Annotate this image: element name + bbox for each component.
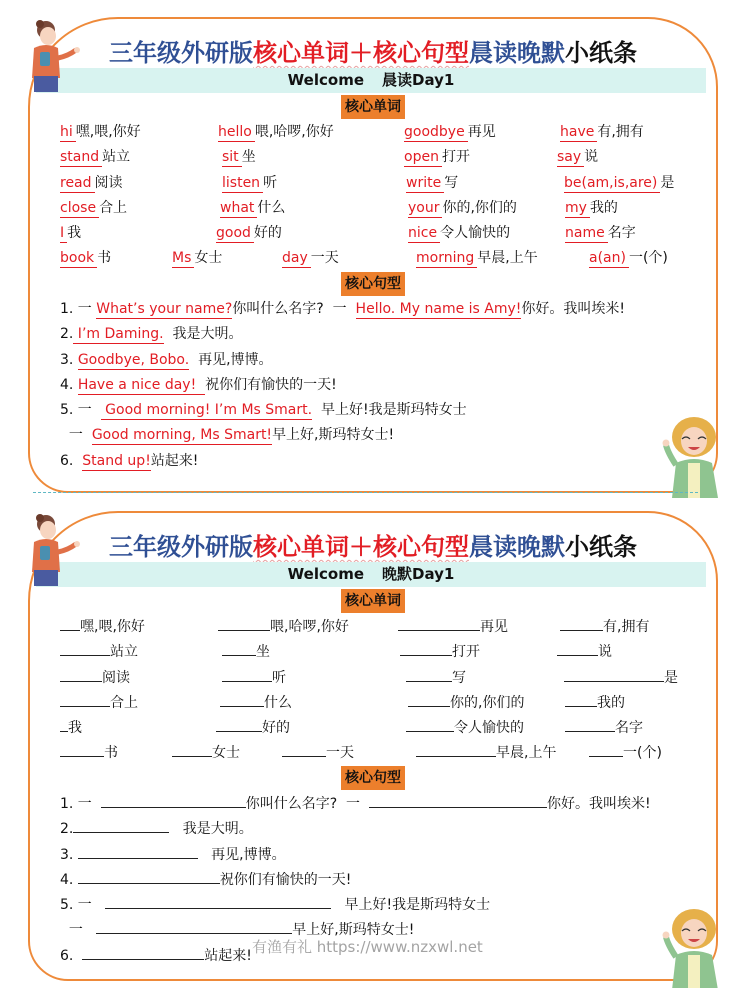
vocab-item xyxy=(564,172,674,194)
vocab-item xyxy=(60,716,82,739)
sentence-number: 6. xyxy=(60,947,83,964)
vocab-item xyxy=(60,121,141,143)
vocab-blank[interactable] xyxy=(564,666,664,682)
sentence-row xyxy=(60,399,706,424)
vocab-meaning: 有,拥有 xyxy=(603,619,650,635)
sentence-chinese: 你叫什么名字? 一 xyxy=(245,796,369,812)
sentence-english: Good morning! I’m Ms Smart. xyxy=(100,402,313,419)
vocab-blank[interactable] xyxy=(60,741,104,757)
sentence-chinese: 早上好!我是斯玛特女士 xyxy=(312,402,467,419)
vocab-meaning: 合上 xyxy=(99,199,128,216)
vocab-blank[interactable] xyxy=(400,640,452,656)
vocab-item xyxy=(408,222,510,244)
vocab-item xyxy=(408,691,524,714)
vocab-item xyxy=(404,121,496,143)
watermark: 有渔有礼 https://www.nzxwl.net xyxy=(252,938,483,956)
sentence-number: 一 xyxy=(60,922,97,939)
vocab-item xyxy=(222,666,286,689)
vocab-item xyxy=(216,716,290,739)
vocab-meaning: 什么 xyxy=(264,694,292,711)
vocab-blank[interactable] xyxy=(60,666,102,682)
vocab-item xyxy=(565,222,636,244)
vocab-blank[interactable] xyxy=(220,691,264,707)
sentence-chinese: 早上好,斯玛特女士! xyxy=(272,427,395,444)
vocab-item xyxy=(222,172,277,194)
teacher-illustration-icon xyxy=(22,20,82,92)
vocab-blank[interactable] xyxy=(60,716,68,732)
vocab-word: hello xyxy=(218,123,255,142)
vocab-item xyxy=(60,640,138,663)
vocab-item xyxy=(60,615,145,638)
vocab-item xyxy=(565,197,618,219)
welcome-band xyxy=(36,562,706,587)
vocab-blank[interactable] xyxy=(216,716,262,732)
vocab-item xyxy=(60,741,118,764)
vocab-meaning: 打开 xyxy=(452,644,480,661)
vocab-row xyxy=(60,197,706,222)
vocab-meaning: 早晨,上午 xyxy=(477,250,538,267)
vocab-word: day xyxy=(282,249,311,268)
vocab-item xyxy=(400,640,480,663)
vocab-item xyxy=(282,741,354,764)
vocab-item xyxy=(565,691,625,714)
vocab-word: book xyxy=(60,249,97,268)
vocab-row xyxy=(60,640,706,665)
vocab-item xyxy=(60,691,138,714)
title-slip: 小纸条 xyxy=(565,39,637,67)
vocab-item xyxy=(60,172,123,194)
vocab-blank[interactable] xyxy=(172,741,212,757)
vocab-word: morning xyxy=(416,249,477,268)
sentence-row xyxy=(60,817,706,842)
sentence-chinese: 早上好!我是斯玛特女士 xyxy=(331,897,491,914)
vocab-meaning: 令人愉快的 xyxy=(454,720,524,737)
title-core: 核心单词＋核心句型 xyxy=(253,39,469,67)
vocab-meaning: 书 xyxy=(97,250,112,267)
vocab-list xyxy=(60,121,706,273)
vocab-word: read xyxy=(60,174,95,193)
vocab-meaning: 打开 xyxy=(441,149,470,166)
sentence-row xyxy=(60,374,706,399)
vocab-section-label: 核心单词 xyxy=(341,95,405,119)
vocab-item xyxy=(398,615,508,638)
vocab-word: write xyxy=(406,174,444,193)
vocab-item xyxy=(218,121,334,143)
session-label: 晨读Day1 xyxy=(382,71,455,89)
vocab-word: I xyxy=(60,224,67,243)
vocab-meaning: 听 xyxy=(263,174,278,191)
vocab-meaning: 写 xyxy=(444,174,459,191)
vocab-meaning: 你的,你们的 xyxy=(450,694,525,711)
sentence-chinese: 祝你们有愉快的一天! xyxy=(219,871,352,888)
vocab-word: my xyxy=(565,199,590,218)
vocab-meaning: 嘿,喂,你好 xyxy=(75,124,141,140)
vocab-meaning: 名字 xyxy=(615,720,643,737)
vocab-word: hi xyxy=(60,123,76,142)
vocab-item xyxy=(560,121,644,143)
vocab-item xyxy=(416,741,556,764)
sentence-english: Have a nice day! xyxy=(77,376,206,393)
vocab-item xyxy=(60,146,130,168)
vocab-word: have xyxy=(560,123,597,142)
cut-line-divider xyxy=(33,492,698,493)
vocab-item xyxy=(560,615,649,638)
sentence-number: 6. xyxy=(60,452,83,469)
session-label: 晚默Day1 xyxy=(382,565,455,583)
vocab-word: Ms xyxy=(172,249,194,268)
vocab-meaning: 早晨,上午 xyxy=(496,745,557,762)
sentence-chinese: 祝你们有愉快的一天! xyxy=(205,376,337,393)
vocab-row xyxy=(60,741,706,766)
card-title xyxy=(30,527,716,562)
teacher-illustration-icon xyxy=(22,514,82,586)
vocab-blank[interactable] xyxy=(406,666,452,682)
vocab-meaning: 什么 xyxy=(257,199,286,216)
vocab-meaning: 我 xyxy=(68,720,82,737)
student-illustration-icon xyxy=(662,413,724,498)
vocab-word: be(am,is,are) xyxy=(564,174,660,193)
vocab-blank[interactable] xyxy=(60,615,80,631)
sentence-blank[interactable] xyxy=(82,944,204,960)
sentence-blank[interactable] xyxy=(105,893,331,909)
sentence-chinese: 站起来! xyxy=(150,452,199,469)
sentence-chinese: 我是大明。 xyxy=(163,326,243,343)
sentence-english: Good morning, Ms Smart! xyxy=(91,427,273,444)
vocab-word: goodbye xyxy=(404,123,468,142)
vocab-item xyxy=(172,247,222,269)
vocab-word: good xyxy=(216,224,254,243)
vocab-meaning: 好的 xyxy=(262,720,290,737)
vocab-meaning: 站立 xyxy=(102,149,131,166)
sentence-english: Goodbye, Bobo. xyxy=(77,351,190,368)
vocab-item xyxy=(222,146,256,168)
sentence-number: 4. xyxy=(60,376,78,393)
vocab-blank[interactable] xyxy=(218,615,270,631)
vocab-row xyxy=(60,121,706,146)
vocab-meaning: 是 xyxy=(664,669,678,686)
sentence-chinese: 早上好,斯玛特女士! xyxy=(292,922,415,939)
sentence-row xyxy=(60,450,706,475)
vocab-meaning: 是 xyxy=(660,174,675,191)
vocab-row xyxy=(60,247,706,272)
vocab-item xyxy=(406,666,466,689)
vocab-blank[interactable] xyxy=(416,741,496,757)
vocab-word: listen xyxy=(222,174,263,193)
sentence-number: 1. 一 xyxy=(60,796,101,812)
vocab-meaning: 一天 xyxy=(326,745,354,762)
vocab-meaning: 你的,你们的 xyxy=(442,199,517,216)
vocab-meaning: 嘿,喂,你好 xyxy=(80,619,145,635)
vocab-blank[interactable] xyxy=(557,640,598,656)
sentence-number: 5. 一 xyxy=(60,402,101,419)
vocab-blank[interactable] xyxy=(60,640,110,656)
vocab-blank[interactable] xyxy=(565,716,615,732)
vocab-item xyxy=(557,146,598,168)
title-grade: 三年级外研版 xyxy=(109,533,253,561)
vocab-item xyxy=(218,615,349,638)
vocab-row xyxy=(60,716,706,741)
vocab-item xyxy=(408,197,517,219)
vocab-row xyxy=(60,615,706,640)
sentence-row xyxy=(60,843,706,868)
vocab-word: sit xyxy=(222,148,242,167)
vocab-item xyxy=(589,741,662,764)
vocab-meaning: 女士 xyxy=(194,250,223,267)
sentence-chinese: 我是大明。 xyxy=(169,821,253,838)
sentence-row xyxy=(60,792,706,817)
sentence-english: I’m Daming. xyxy=(73,326,164,343)
vocab-meaning: 阅读 xyxy=(102,669,130,686)
vocab-row xyxy=(60,146,706,171)
vocab-blank-list xyxy=(60,615,706,767)
vocab-blank[interactable] xyxy=(408,691,450,707)
vocab-meaning: 我的 xyxy=(597,694,625,711)
sentence-row xyxy=(60,424,706,449)
sentence-english: Stand up! xyxy=(82,452,151,469)
vocab-item xyxy=(60,666,130,689)
student-illustration-icon xyxy=(662,905,724,988)
vocab-meaning: 我 xyxy=(67,225,82,242)
sentence-row xyxy=(60,893,706,918)
vocab-word: your xyxy=(408,199,442,218)
sentence-row xyxy=(60,323,706,348)
vocab-item xyxy=(222,640,270,663)
vocab-item xyxy=(282,247,339,269)
sentence-blank[interactable] xyxy=(96,918,292,934)
vocab-word: name xyxy=(565,224,608,243)
vocab-item xyxy=(220,197,285,219)
vocab-meaning: 名字 xyxy=(607,225,636,242)
vocab-blank[interactable] xyxy=(560,615,603,631)
vocab-word: close xyxy=(60,199,99,218)
vocab-item xyxy=(416,247,538,269)
vocab-word: open xyxy=(404,148,442,167)
sentence-chinese: 再见,博博。 xyxy=(189,351,273,368)
sentence-english: What’s your name? xyxy=(96,301,233,317)
sentence-number: 一 xyxy=(60,427,92,444)
vocab-meaning: 有,拥有 xyxy=(597,124,644,140)
sentence-number: 1. 一 xyxy=(60,301,97,317)
sentence-blank[interactable] xyxy=(78,868,220,884)
vocab-meaning: 坐 xyxy=(241,149,256,166)
vocab-item xyxy=(220,691,292,714)
vocab-meaning: 合上 xyxy=(110,694,138,711)
title-core: 核心单词＋核心句型 xyxy=(253,533,469,561)
vocab-meaning: 喂,哈啰,你好 xyxy=(254,124,334,140)
vocab-meaning: 听 xyxy=(272,669,286,686)
unit-label: Welcome xyxy=(287,71,364,89)
vocab-section-label: 核心单词 xyxy=(341,589,405,613)
title-reading: 晨读晚默 xyxy=(469,39,565,67)
title-slip: 小纸条 xyxy=(565,533,637,561)
vocab-meaning: 一(个) xyxy=(623,745,662,762)
vocab-word: nice xyxy=(408,224,440,243)
sentence-number: 2. xyxy=(60,326,74,343)
sentence-chinese: 你叫什么名字? 一 xyxy=(232,301,356,317)
vocab-blank[interactable] xyxy=(406,716,454,732)
vocab-meaning: 一(个) xyxy=(628,250,668,267)
sentence-chinese-reply: 你好。我叫埃米! xyxy=(521,301,626,317)
vocab-row xyxy=(60,666,706,691)
vocab-blank[interactable] xyxy=(398,615,480,631)
vocab-meaning: 一天 xyxy=(310,250,339,267)
vocab-item xyxy=(589,247,668,269)
title-reading: 晨读晚默 xyxy=(469,533,565,561)
vocab-row xyxy=(60,172,706,197)
sentence-number: 5. 一 xyxy=(60,897,106,914)
vocab-meaning: 好的 xyxy=(253,225,282,242)
sentence-chinese: 再见,博博。 xyxy=(197,846,286,863)
vocab-meaning: 说 xyxy=(584,149,599,166)
vocab-item xyxy=(172,741,240,764)
sentence-number: 2. xyxy=(60,821,74,838)
vocab-meaning: 说 xyxy=(598,644,612,661)
sentence-section-label: 核心句型 xyxy=(341,272,405,296)
unit-label: Welcome xyxy=(287,565,364,583)
sentence-row xyxy=(60,298,706,323)
card-title xyxy=(30,33,716,68)
vocab-meaning: 阅读 xyxy=(94,174,123,191)
vocab-word: stand xyxy=(60,148,102,167)
vocab-meaning: 我的 xyxy=(589,199,618,216)
vocab-item xyxy=(60,197,127,219)
sentence-chinese: 站起来! xyxy=(204,947,252,964)
sentence-number: 4. xyxy=(60,871,78,888)
vocab-meaning: 喂,哈啰,你好 xyxy=(270,619,349,635)
title-grade: 三年级外研版 xyxy=(109,39,253,67)
vocab-meaning: 坐 xyxy=(256,644,270,661)
vocab-word: say xyxy=(557,148,584,167)
sentence-blank[interactable] xyxy=(78,843,198,859)
vocab-meaning: 书 xyxy=(104,745,118,762)
vocab-meaning: 再见 xyxy=(480,619,508,635)
vocab-item xyxy=(60,247,111,269)
welcome-band xyxy=(36,68,706,93)
vocab-item xyxy=(60,222,81,244)
sentence-list xyxy=(60,298,706,475)
sentence-section-label: 核心句型 xyxy=(341,766,405,790)
sentence-blank-reply[interactable] xyxy=(369,792,547,808)
vocab-row xyxy=(60,222,706,247)
vocab-item xyxy=(565,716,643,739)
vocab-blank[interactable] xyxy=(565,691,597,707)
vocab-blank[interactable] xyxy=(282,741,326,757)
sentence-blank[interactable] xyxy=(101,792,246,808)
vocab-meaning: 令人愉快的 xyxy=(440,225,511,242)
sentence-chinese-reply: 你好。我叫埃米! xyxy=(546,796,651,812)
vocab-word: a(an) xyxy=(589,249,629,268)
vocab-item xyxy=(406,716,524,739)
sentence-blank[interactable] xyxy=(73,817,169,833)
evening-dictation-card xyxy=(28,511,718,981)
vocab-item xyxy=(564,666,678,689)
sentence-row xyxy=(60,868,706,893)
vocab-item xyxy=(216,222,282,244)
vocab-item xyxy=(406,172,458,194)
vocab-meaning: 再见 xyxy=(467,124,496,140)
vocab-blank[interactable] xyxy=(589,741,623,757)
morning-reading-card xyxy=(28,17,718,493)
sentence-number: 3. xyxy=(60,351,78,368)
vocab-blank[interactable] xyxy=(60,691,110,707)
sentence-english-reply: Hello. My name is Amy! xyxy=(355,301,522,317)
vocab-blank[interactable] xyxy=(222,666,272,682)
vocab-blank[interactable] xyxy=(222,640,256,656)
vocab-meaning: 站立 xyxy=(110,644,138,661)
vocab-row xyxy=(60,691,706,716)
sentence-number: 3. xyxy=(60,846,78,863)
vocab-meaning: 写 xyxy=(452,669,466,686)
vocab-word: what xyxy=(220,199,257,218)
vocab-item xyxy=(557,640,612,663)
vocab-item xyxy=(404,146,470,168)
vocab-meaning: 女士 xyxy=(212,745,240,762)
sentence-row xyxy=(60,349,706,374)
